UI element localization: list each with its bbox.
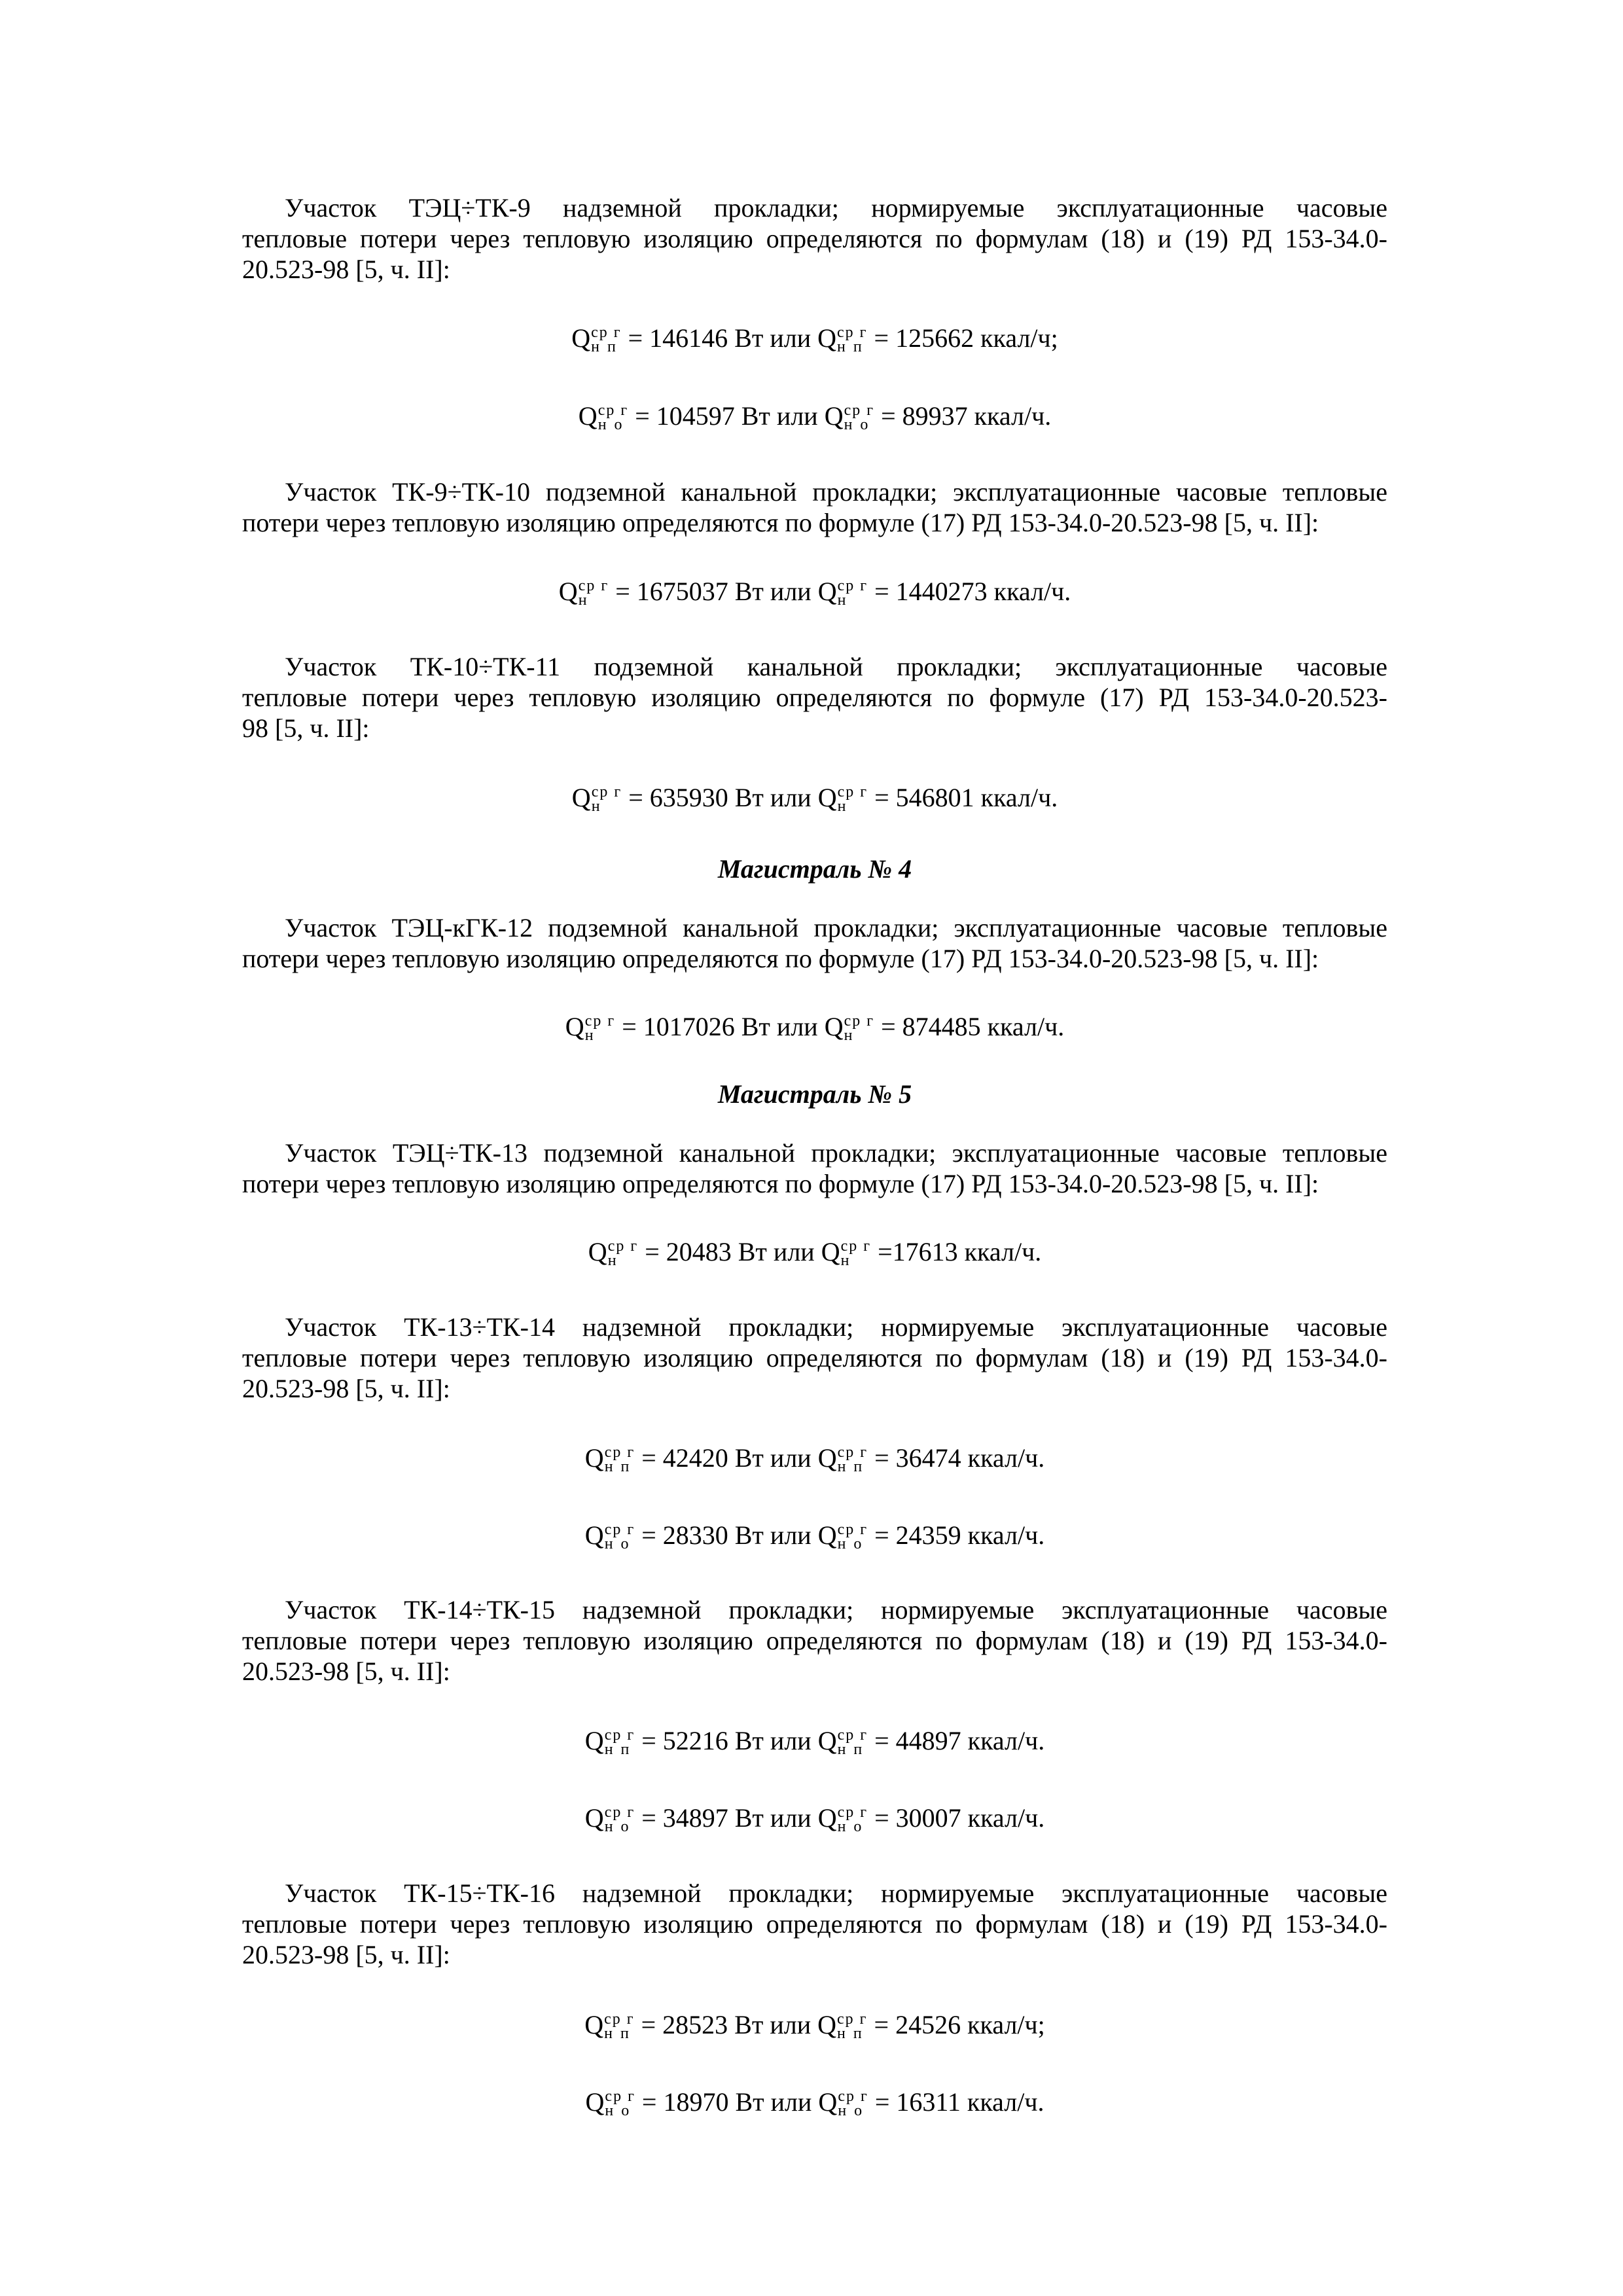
formula-line xyxy=(242,2087,1387,2119)
formula-symbol: Q ср г н xyxy=(817,783,868,815)
formula-symbol: Q ср г н п xyxy=(817,1443,868,1475)
formula-symbol: Q ср г н о xyxy=(817,1520,868,1552)
paragraph-line: 20.523-98 [5, ч. II]: xyxy=(242,1657,450,1686)
paragraph-line: Участок ТК-9÷ТК-10 подземной канальной прокладки; эксплуатационные часовые тепловые xyxy=(285,477,1387,507)
formula-symbol: Q ср г н о xyxy=(578,401,629,433)
section-heading-magistral-5: Магистраль № 5 xyxy=(717,1079,912,1109)
formula-line xyxy=(242,1725,1387,1758)
formula-symbol: Q ср г н п xyxy=(571,323,622,355)
paragraph-section-tec-tk9 xyxy=(242,192,1387,285)
formula-symbol: Q ср г н о xyxy=(817,1803,868,1835)
formula-left-value: = 18970 Вт или xyxy=(641,2087,812,2117)
formula-left-value: = 28523 Вт или xyxy=(641,2010,812,2039)
formula-symbol: Q ср г н xyxy=(817,577,868,609)
paragraph-line: 20.523-98 [5, ч. II]: xyxy=(242,1374,450,1403)
formula-symbol: Q ср г н п xyxy=(584,1443,635,1475)
formula-line xyxy=(242,1803,1387,1835)
paragraph-line: Участок ТЭЦ÷ТК-9 надземной прокладки; нормируемые эксплуатационные часовые xyxy=(285,193,1387,223)
formula-symbol: Q ср г н п xyxy=(817,1726,868,1758)
formula-symbol: Q ср г н о xyxy=(818,2087,868,2119)
formula-symbol: Q ср г н о xyxy=(584,1520,635,1552)
paragraph-section-tk10-tk11 xyxy=(242,651,1387,744)
paragraph-line: потери через тепловую изоляцию определяются по формуле (17) РД 153-34.0-20.523-98 [5, ч. II]: xyxy=(242,508,1319,537)
formula-right-value: = 546801 ккал/ч. xyxy=(874,783,1058,812)
paragraph-section-tk15-tk16 xyxy=(242,1878,1387,1970)
formula-symbol: Q ср г н п xyxy=(817,2010,868,2042)
formula-symbol: Q ср г н xyxy=(558,577,609,609)
formula-line xyxy=(242,1443,1387,1475)
formula-line xyxy=(242,2009,1387,2042)
formula-left-value: = 1017026 Вт или xyxy=(622,1012,818,1041)
formula-symbol: Q ср г н о xyxy=(824,401,875,433)
formula-right-value: = 44897 ккал/ч. xyxy=(874,1726,1045,1755)
formula-right-value: = 36474 ккал/ч. xyxy=(874,1443,1045,1473)
formula-right-value: = 24526 ккал/ч; xyxy=(874,2010,1045,2039)
formula-symbol: Q ср г н п xyxy=(584,2010,635,2042)
formula-right-value: = 30007 ккал/ч. xyxy=(874,1803,1045,1833)
formula-right-value: = 125662 ккал/ч; xyxy=(874,323,1058,353)
paragraph-line: 98 [5, ч. II]: xyxy=(242,713,370,743)
formula-line xyxy=(242,576,1387,609)
formula-line xyxy=(242,1236,1387,1269)
paragraph-line: тепловые потери через тепловую изоляцию определяются по формулам (18) и (19) РД 153-34.0- xyxy=(242,1909,1387,1939)
paragraph-line: Участок ТЭЦ-кГК-12 подземной канальной прокладки; эксплуатационные часовые тепловые xyxy=(285,913,1387,942)
formula-left-value: = 20483 Вт или xyxy=(645,1237,815,1266)
paragraph-line: 20.523-98 [5, ч. II]: xyxy=(242,1940,450,1969)
formula-left-value: = 34897 Вт или xyxy=(641,1803,812,1833)
formula-right-value: = 874485 ккал/ч. xyxy=(881,1012,1065,1041)
paragraph-line: Участок ТК-13÷ТК-14 надземной прокладки; нормируемые эксплуатационные часовые xyxy=(285,1312,1387,1342)
formula-line xyxy=(242,401,1387,433)
formula-left-value: = 146146 Вт или xyxy=(628,323,812,353)
paragraph-line: тепловые потери через тепловую изоляцию определяются по формулам (18) и (19) РД 153-34.0- xyxy=(242,1343,1387,1372)
formula-symbol: Q ср г н о xyxy=(584,1803,635,1835)
paragraph-section-tk9-tk10 xyxy=(242,476,1387,538)
paragraph-line: тепловые потери через тепловую изоляцию определяются по формуле (17) РД 153-34.0-20.523- xyxy=(242,683,1387,712)
paragraph-line: потери через тепловую изоляцию определяются по формуле (17) РД 153-34.0-20.523-98 [5, ч. II]: xyxy=(242,944,1319,973)
formula-left-value: = 52216 Вт или xyxy=(641,1726,812,1755)
formula-line xyxy=(242,1011,1387,1044)
paragraph-section-tk14-tk15 xyxy=(242,1594,1387,1687)
formula-symbol: Q ср г н xyxy=(571,783,622,815)
formula-line xyxy=(242,1520,1387,1552)
formula-symbol: Q ср г н xyxy=(565,1012,616,1044)
formula-symbol: Q ср г н п xyxy=(817,323,868,355)
formula-right-value: =17613 ккал/ч. xyxy=(878,1237,1042,1266)
paragraph-line: Участок ТК-15÷ТК-16 надземной прокладки; нормируемые эксплуатационные часовые xyxy=(285,1878,1387,1908)
paragraph-line: тепловые потери через тепловую изоляцию определяются по формулам (18) и (19) РД 153-34.0- xyxy=(242,1626,1387,1655)
formula-left-value: = 42420 Вт или xyxy=(641,1443,812,1473)
paragraph-section-tec-tk13 xyxy=(242,1138,1387,1199)
formula-right-value: = 16311 ккал/ч. xyxy=(874,2087,1044,2117)
formula-symbol: Q ср г н xyxy=(588,1237,639,1269)
paragraph-line: Участок ТК-14÷ТК-15 надземной прокладки; нормируемые эксплуатационные часовые xyxy=(285,1595,1387,1624)
formula-left-value: = 1675037 Вт или xyxy=(615,577,812,606)
paragraph-line: Участок ТК-10÷ТК-11 подземной канальной прокладки; эксплуатационные часовые xyxy=(285,652,1387,681)
formula-line xyxy=(242,323,1387,355)
formula-line xyxy=(242,782,1387,815)
formula-symbol: Q ср г н п xyxy=(584,1726,635,1758)
paragraph-line: потери через тепловую изоляцию определяются по формуле (17) РД 153-34.0-20.523-98 [5, ч. II]: xyxy=(242,1169,1319,1198)
formula-right-value: = 24359 ккал/ч. xyxy=(874,1520,1045,1550)
formula-right-value: = 89937 ккал/ч. xyxy=(881,401,1052,431)
paragraph-line: тепловые потери через тепловую изоляцию определяются по формулам (18) и (19) РД 153-34.0- xyxy=(242,224,1387,253)
formula-left-value: = 104597 Вт или xyxy=(635,401,818,431)
formula-symbol: Q ср г н xyxy=(824,1012,875,1044)
formula-symbol: Q ср г н xyxy=(821,1237,872,1269)
paragraph-section-tk13-tk14 xyxy=(242,1312,1387,1404)
section-heading-magistral-4: Магистраль № 4 xyxy=(717,854,912,884)
paragraph-line: 20.523-98 [5, ч. II]: xyxy=(242,255,450,284)
paragraph-section-tec-kgk12 xyxy=(242,912,1387,974)
formula-right-value: = 1440273 ккал/ч. xyxy=(874,577,1071,606)
formula-left-value: = 28330 Вт или xyxy=(641,1520,812,1550)
formula-symbol: Q ср г н о xyxy=(585,2087,635,2119)
paragraph-line: Участок ТЭЦ÷ТК-13 подземной канальной прокладки; эксплуатационные часовые тепловые xyxy=(285,1138,1387,1168)
formula-left-value: = 635930 Вт или xyxy=(628,783,812,812)
